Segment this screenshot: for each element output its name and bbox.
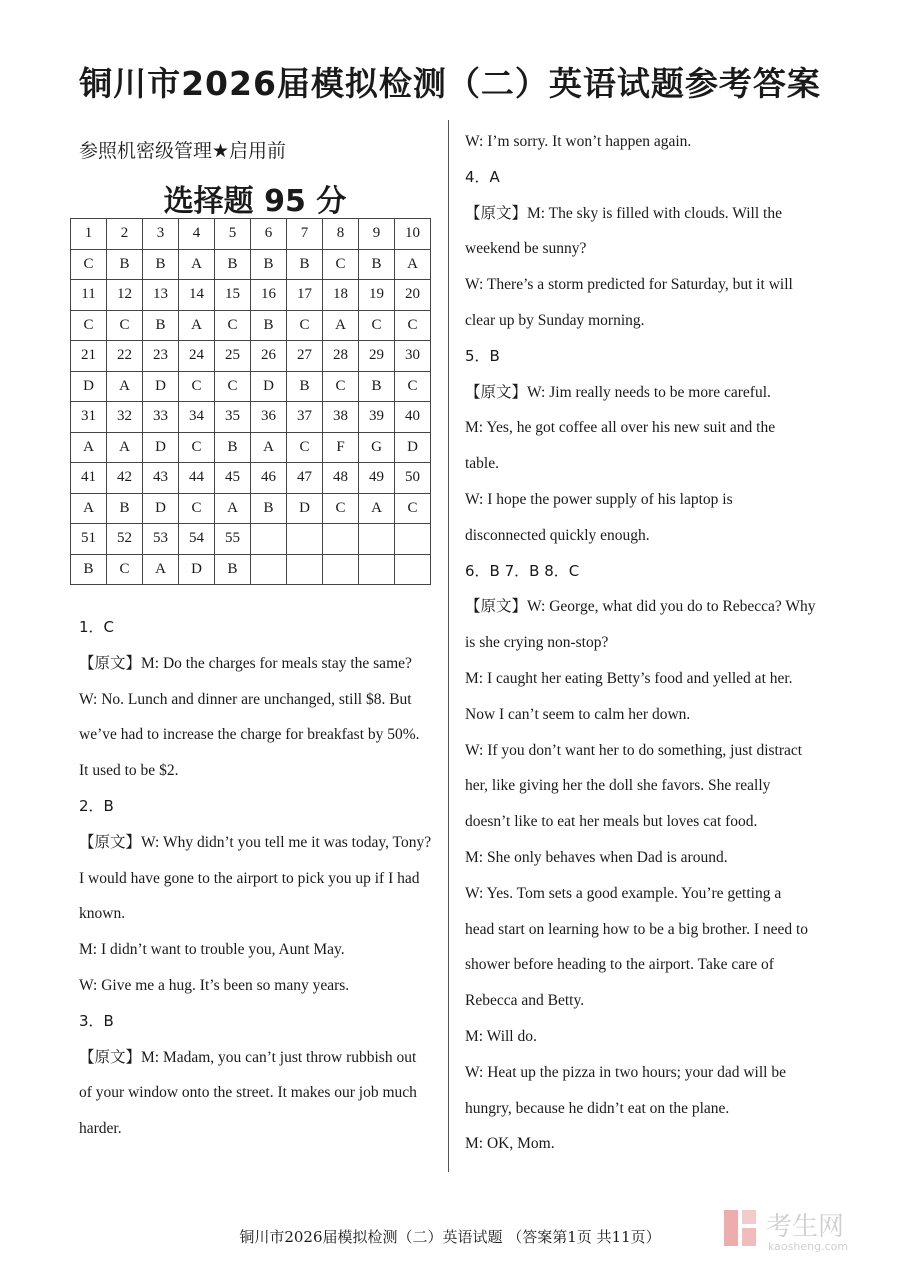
table-cell [359, 554, 395, 585]
table-cell: A [323, 310, 359, 341]
table-cell: C [395, 371, 431, 402]
table-cell: D [143, 432, 179, 463]
text-line: 2．B [79, 796, 114, 815]
text-line: 1．C [79, 618, 115, 636]
table-cell: 41 [71, 463, 107, 494]
table-cell: C [395, 493, 431, 524]
table-cell: 20 [395, 280, 431, 311]
table-cell: C [287, 310, 323, 341]
text-line: of your window onto the street. It makes our job much [79, 1084, 417, 1102]
table-cell: 52 [107, 524, 143, 555]
text-line: I would have gone to the airport to pick you up if I had [79, 869, 420, 887]
right-column [465, 124, 816, 1162]
table-cell: 26 [251, 341, 287, 372]
table-cell: 29 [359, 341, 395, 372]
table-cell: 12 [107, 280, 143, 311]
table-cell: 48 [323, 463, 359, 494]
text-line: 【原文】W: Jim really needs to be more careful. [465, 383, 771, 401]
text-line: 【原文】W: George, what did you do to Rebecca? Why [465, 598, 816, 616]
table-cell: 4 [179, 219, 215, 250]
table-cell [395, 554, 431, 585]
table-row [71, 402, 431, 433]
confidential-label: 参照机密级管理★启用前 [79, 140, 287, 162]
table-cell: 38 [323, 402, 359, 433]
table-cell: D [179, 554, 215, 585]
table-cell: F [323, 432, 359, 463]
text-line: W: I’m sorry. It won’t happen again. [465, 133, 692, 150]
text-line: 【原文】M: Madam, you can’t just throw rubbish out [79, 1048, 417, 1066]
table-cell: 45 [215, 463, 251, 494]
table-cell: B [143, 310, 179, 341]
table-cell: 7 [287, 219, 323, 250]
text-line: is she crying non-stop? [465, 634, 609, 652]
table-row [71, 310, 431, 341]
text-line: Rebecca and Betty. [465, 992, 585, 1010]
table-cell: C [71, 310, 107, 341]
table-cell: C [395, 310, 431, 341]
table-cell [323, 524, 359, 555]
text-line: It used to be $2. [79, 762, 179, 780]
text-line: clear up by Sunday morning. [465, 311, 645, 329]
table-row [71, 432, 431, 463]
table-cell: 3 [143, 219, 179, 250]
table-cell: 8 [323, 219, 359, 250]
table-cell: 49 [359, 463, 395, 494]
text-line: M: Yes, he got coffee all over his new suit and the [465, 419, 776, 437]
table-row [71, 219, 431, 250]
table-cell: C [107, 554, 143, 585]
table-cell: B [251, 493, 287, 524]
table-cell: 23 [143, 341, 179, 372]
table-cell: 51 [71, 524, 107, 555]
text-line: disconnected quickly enough. [465, 526, 650, 544]
text-line: W: I hope the power supply of his laptop is [465, 490, 733, 508]
table-cell: 13 [143, 280, 179, 311]
watermark-url: kaosheng.com [768, 1240, 849, 1253]
table-cell: A [143, 554, 179, 585]
table-cell: A [359, 493, 395, 524]
table-cell: B [71, 554, 107, 585]
answer-table [70, 218, 431, 585]
text-line: W: Give me a hug. It’s been so many years. [79, 976, 350, 994]
table-cell: B [287, 249, 323, 280]
table-cell: C [71, 249, 107, 280]
table-cell: D [287, 493, 323, 524]
text-line: shower before heading to the airport. Take care of [465, 956, 774, 974]
table-cell: 35 [215, 402, 251, 433]
text-line: her, like giving her the doll she favors. She really [465, 777, 771, 795]
table-cell [251, 554, 287, 585]
table-cell: C [287, 432, 323, 463]
table-cell: C [179, 432, 215, 463]
table-cell: 42 [107, 463, 143, 494]
text-line: M: She only behaves when Dad is around. [465, 848, 728, 866]
table-cell: 27 [287, 341, 323, 372]
table-cell: C [359, 310, 395, 341]
table-cell: B [251, 249, 287, 280]
table-cell: D [395, 432, 431, 463]
table-cell: 54 [179, 524, 215, 555]
table-cell: A [107, 371, 143, 402]
table-cell: B [359, 249, 395, 280]
table-cell: 6 [251, 219, 287, 250]
table-cell: 2 [107, 219, 143, 250]
table-cell: 30 [395, 341, 431, 372]
table-cell: C [323, 493, 359, 524]
table-cell: B [107, 249, 143, 280]
table-cell [251, 524, 287, 555]
table-cell: 33 [143, 402, 179, 433]
table-cell: 15 [215, 280, 251, 311]
text-line: M: I didn’t want to trouble you, Aunt May. [79, 941, 345, 959]
table-cell: 17 [287, 280, 323, 311]
text-line: 【原文】M: The sky is filled with clouds. Will the [465, 204, 782, 222]
table-cell: B [359, 371, 395, 402]
table-cell [395, 524, 431, 555]
table-cell: B [215, 554, 251, 585]
table-cell: 24 [179, 341, 215, 372]
table-cell: A [251, 432, 287, 463]
table-cell: 50 [395, 463, 431, 494]
table-cell: C [107, 310, 143, 341]
table-cell: B [251, 310, 287, 341]
table-cell: B [287, 371, 323, 402]
table-cell: D [143, 493, 179, 524]
table-cell: A [179, 249, 215, 280]
page-footer: 铜川市2026届模拟检测（二）英语试题 （答案第1页 共11页） [239, 1228, 661, 1246]
text-line: M: OK, Mom. [465, 1135, 555, 1153]
table-cell: A [71, 432, 107, 463]
table-cell: 11 [71, 280, 107, 311]
watermark-logo [720, 1206, 880, 1256]
table-cell: 1 [71, 219, 107, 250]
table-cell: 32 [107, 402, 143, 433]
table-cell: 53 [143, 524, 179, 555]
table-cell: 34 [179, 402, 215, 433]
text-line: table. [465, 455, 499, 473]
table-row [71, 341, 431, 372]
table-cell: D [251, 371, 287, 402]
table-cell: 5 [215, 219, 251, 250]
text-line: 4．A [465, 167, 500, 186]
table-cell: 19 [359, 280, 395, 311]
table-cell: 55 [215, 524, 251, 555]
text-line: harder. [79, 1120, 122, 1138]
text-line: 【原文】W: Why didn’t you tell me it was today, Tony? [79, 833, 432, 851]
text-line: M: Will do. [465, 1027, 537, 1045]
table-cell: A [395, 249, 431, 280]
table-cell: 44 [179, 463, 215, 494]
column-divider [448, 120, 449, 1172]
table-cell [323, 554, 359, 585]
table-cell: 14 [179, 280, 215, 311]
table-cell: 47 [287, 463, 323, 494]
text-line: known. [79, 905, 126, 923]
text-line: head start on learning how to be a big brother. I need to [465, 920, 809, 938]
text-line: Now I can’t seem to calm her down. [465, 705, 691, 723]
table-row [71, 280, 431, 311]
text-line: W: There’s a storm predicted for Saturday, but it will [465, 276, 793, 294]
page-title: 铜川市2026届模拟检测（二）英语试题参考答案 [79, 64, 821, 103]
text-line: W: Heat up the pizza in two hours; your dad will be [465, 1063, 786, 1081]
watermark-text: 考生网 [766, 1212, 845, 1242]
table-cell: C [179, 493, 215, 524]
text-line: M: I caught her eating Betty’s food and yelled at her. [465, 669, 793, 687]
table-cell: A [107, 432, 143, 463]
table-cell: A [71, 493, 107, 524]
table-cell: C [215, 310, 251, 341]
table-cell: 25 [215, 341, 251, 372]
table-row [71, 371, 431, 402]
table-cell: G [359, 432, 395, 463]
table-cell: 10 [395, 219, 431, 250]
table-cell: 40 [395, 402, 431, 433]
text-line: W: No. Lunch and dinner are unchanged, still $8. But [79, 690, 412, 708]
table-cell: 9 [359, 219, 395, 250]
table-cell: 36 [251, 402, 287, 433]
watermark-icon [720, 1206, 764, 1250]
table-cell: 28 [323, 341, 359, 372]
table-cell: 21 [71, 341, 107, 372]
table-cell: B [215, 432, 251, 463]
table-cell: A [179, 310, 215, 341]
table-row [71, 493, 431, 524]
table-cell: 31 [71, 402, 107, 433]
table-row [71, 463, 431, 494]
table-cell: 46 [251, 463, 287, 494]
table-cell: 43 [143, 463, 179, 494]
text-line: doesn’t like to eat her meals but loves cat food. [465, 813, 758, 831]
table-row [71, 524, 431, 555]
table-cell: 18 [323, 280, 359, 311]
text-line: 【原文】M: Do the charges for meals stay the same? [79, 654, 412, 672]
text-line: weekend be sunny? [465, 240, 587, 258]
text-line: W: If you don’t want her to do something, just distract [465, 741, 803, 759]
table-cell: C [323, 249, 359, 280]
table-cell: B [143, 249, 179, 280]
table-cell: 16 [251, 280, 287, 311]
text-line: 6．B 7．B 8．C [465, 561, 580, 580]
table-cell: B [107, 493, 143, 524]
table-cell: B [215, 249, 251, 280]
table-cell [287, 524, 323, 555]
table-cell: D [143, 371, 179, 402]
text-line: 5．B [465, 346, 500, 365]
table-row [71, 554, 431, 585]
section-title: 选择题 95 分 [163, 184, 347, 219]
table-cell: C [215, 371, 251, 402]
table-cell [287, 554, 323, 585]
text-line: hungry, because he didn’t eat on the plane. [465, 1099, 730, 1117]
text-line: 3．B [79, 1011, 114, 1030]
table-cell [359, 524, 395, 555]
text-line: W: Yes. Tom sets a good example. You’re getting a [465, 884, 782, 902]
text-line: we’ve had to increase the charge for breakfast by 50%. [79, 726, 420, 744]
table-cell: C [179, 371, 215, 402]
table-cell: 39 [359, 402, 395, 433]
table-cell: 37 [287, 402, 323, 433]
table-row [71, 249, 431, 280]
table-cell: C [323, 371, 359, 402]
left-column [79, 610, 431, 1147]
table-cell: 22 [107, 341, 143, 372]
table-cell: A [215, 493, 251, 524]
table-cell: D [71, 371, 107, 402]
